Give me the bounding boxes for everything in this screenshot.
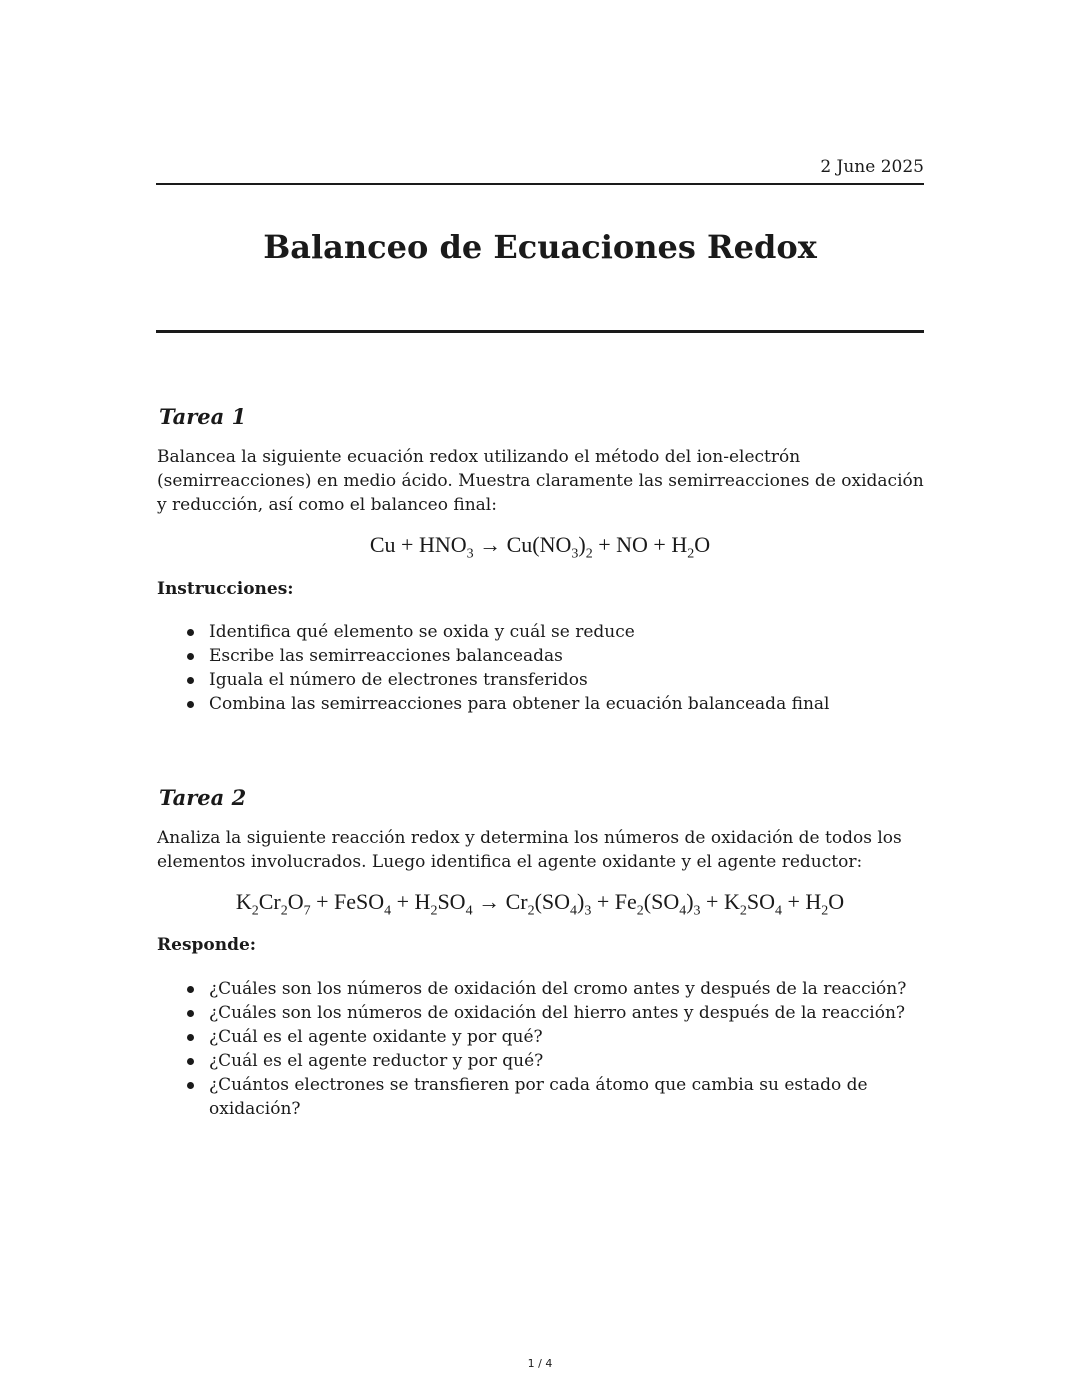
questions-list <box>187 977 907 1121</box>
task-2-paragraph: Analiza la siguiente reacción redox y determina los números de oxidación de todos los elementos involucrados. Luego identifica el agente oxidante y el agente reductor: <box>157 828 902 872</box>
list-item: ¿Cuáles son los números de oxidación del cromo antes y después de la reacción? <box>187 977 907 1001</box>
list-item: Iguala el número de electrones transferidos <box>187 668 907 692</box>
questions-label: Responde: <box>157 935 257 955</box>
task-1-heading: Tarea 1 <box>159 404 247 429</box>
task-2-heading: Tarea 2 <box>159 785 247 810</box>
document-date: 2 June 2025 <box>820 157 924 177</box>
list-item: ¿Cuál es el agente oxidante y por qué? <box>187 1025 907 1049</box>
list-item: ¿Cuáles son los números de oxidación del hierro antes y después de la reacción? <box>187 1001 907 1025</box>
list-item: Identifica qué elemento se oxida y cuál se reduce <box>187 620 907 644</box>
task-1-paragraph: Balancea la siguiente ecuación redox utilizando el método del ion-electrón (semirreacciones) en medio ácido. Muestra claramente las semirreacciones de oxidación y reducción, así como el balanceo final: <box>157 447 924 515</box>
title-rule <box>156 330 924 333</box>
page-number: 1 / 4 <box>527 1357 553 1370</box>
instructions-list <box>187 620 907 716</box>
task-1-equation: $Cu + HNO_3 \to Cu(NO_3)_2$ + NO + $H_2O$ <box>369 532 711 562</box>
list-item: Escribe las semirreacciones balanceadas <box>187 644 907 668</box>
task-2-equation: $K_2Cr_2O_7$ + FeSO$_4$ + $H_2SO_4 \to Cr_2(SO_4)_3 + Fe_2(SO_4)_3 + K_2SO_4 + H_2O$ <box>235 889 845 919</box>
header-rule <box>156 183 924 185</box>
list-item: ¿Cuántos electrones se transfieren por cada átomo que cambia su estado de oxidación? <box>187 1073 907 1121</box>
instructions-label: Instrucciones: <box>157 579 294 599</box>
list-item: Combina las semirreacciones para obtener la ecuación balanceada final <box>187 692 907 716</box>
list-item: ¿Cuál es el agente reductor y por qué? <box>187 1049 907 1073</box>
page-title: Balanceo de Ecuaciones Redox <box>263 228 817 266</box>
